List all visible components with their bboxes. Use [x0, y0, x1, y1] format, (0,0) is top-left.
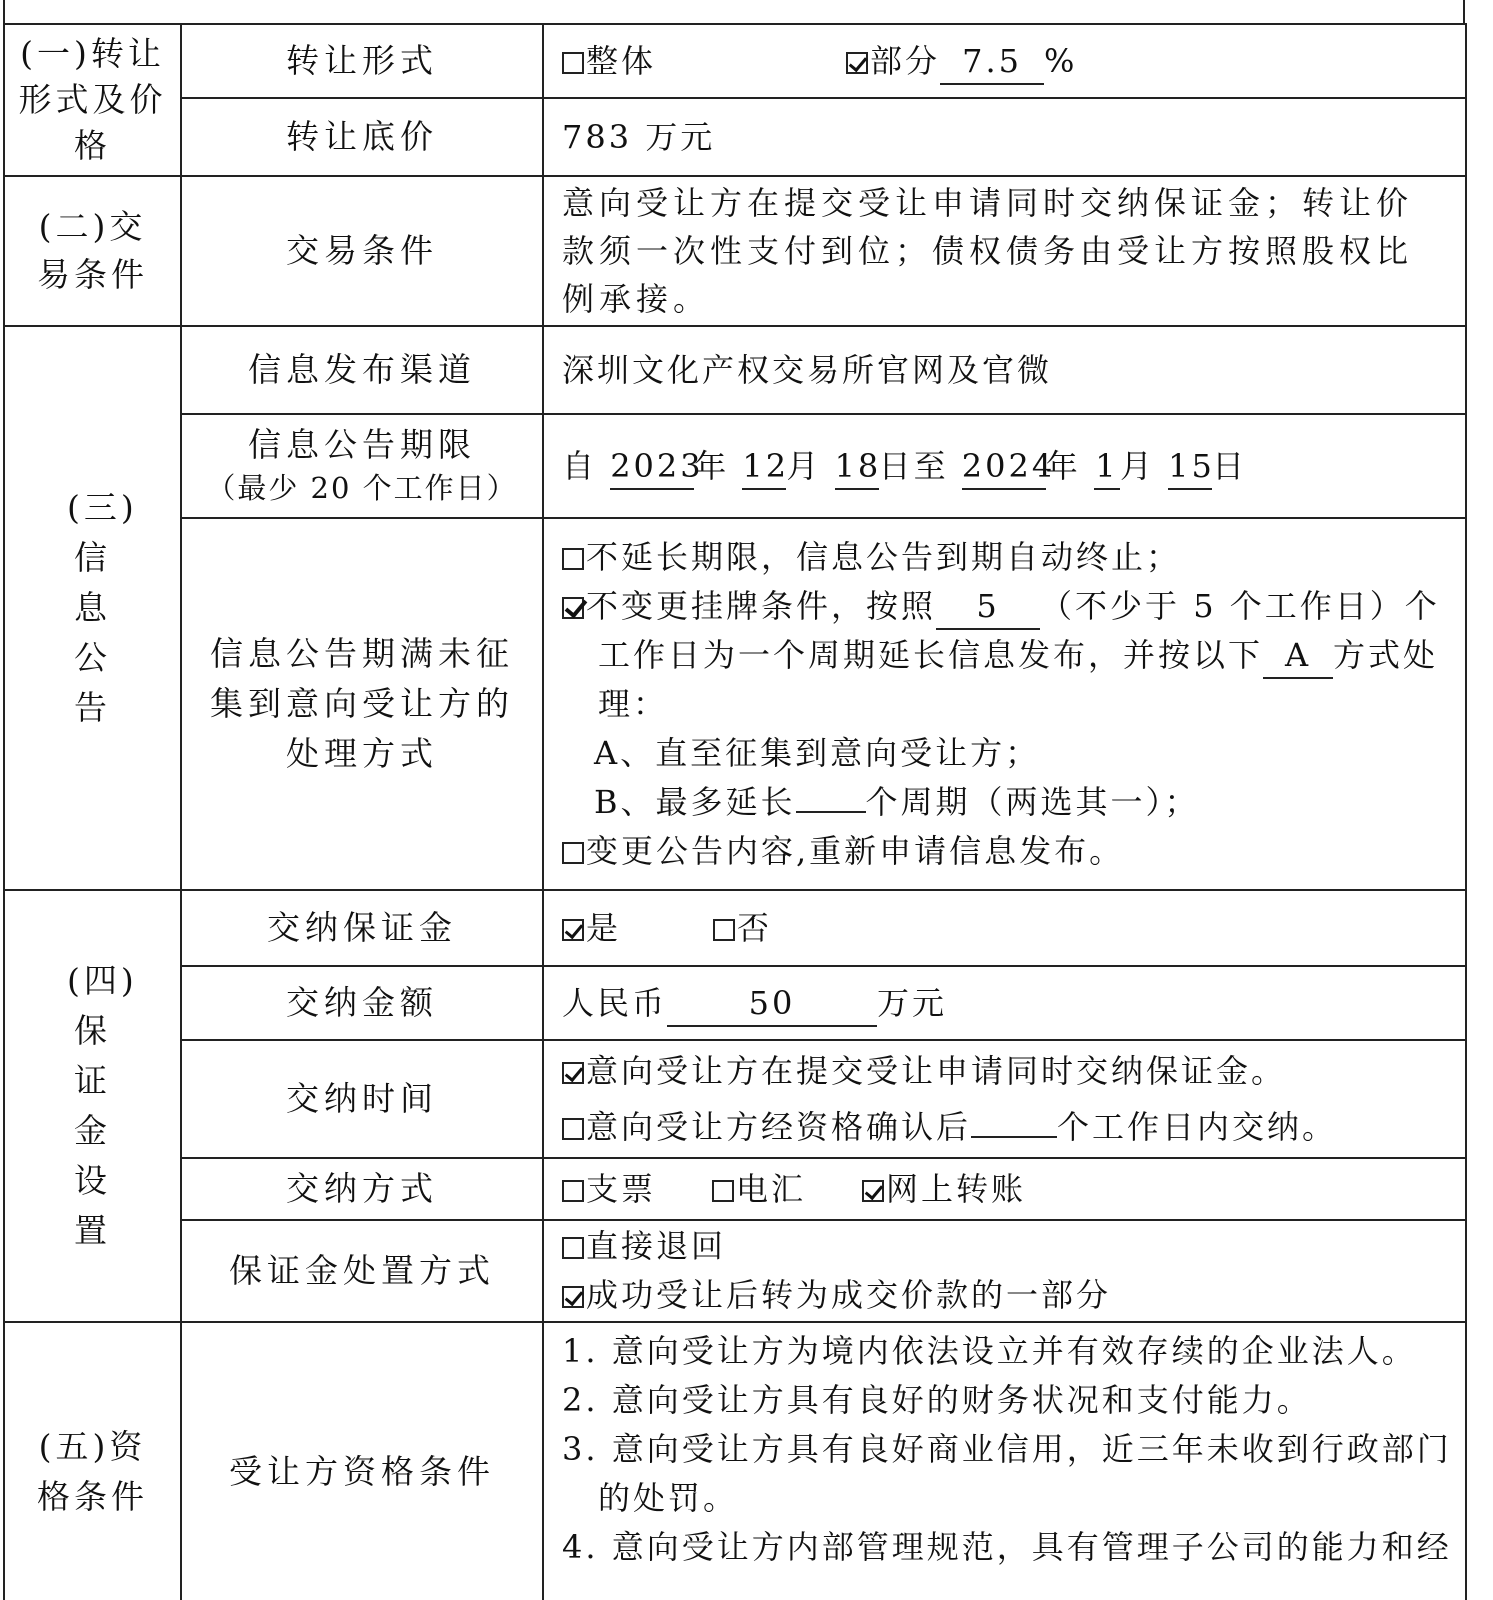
time-option-2 [562, 1099, 1449, 1155]
option-whole-label: 整体 [586, 41, 657, 80]
handling-option-1 [562, 533, 1449, 582]
checkbox-online-transfer[interactable] [862, 1180, 884, 1202]
option-text: 网上转账 [886, 1169, 1027, 1208]
row-value-time [543, 1040, 1466, 1158]
option-part-label: 部分 [870, 41, 941, 80]
handling-option-3 [562, 827, 1449, 876]
row-value-handling [543, 518, 1466, 890]
table-row [4, 98, 1466, 176]
section-title-text: (三)信息公告 [67, 488, 138, 727]
table-row [4, 326, 1466, 414]
option-text: 个工作日内交纳。 [1057, 1108, 1338, 1146]
row-value-disposal [543, 1220, 1466, 1322]
amount-value: 50 [667, 981, 877, 1027]
handling-option-2-cont [562, 631, 1449, 680]
checkbox-wire[interactable] [712, 1180, 734, 1202]
year-unit: 年 [694, 446, 730, 485]
row-value-deposit [543, 890, 1466, 966]
day-unit: 日 [1212, 446, 1248, 485]
start-year: 2023 [610, 444, 694, 490]
qualification-item: 1. 意向受让方为境内依法设立并有效存续的企业法人。 [562, 1332, 1417, 1370]
handling-option-2 [562, 582, 1449, 631]
option-text: B、最多延长 [594, 782, 796, 821]
checkbox-extend[interactable] [562, 597, 584, 619]
period-label: 信息公告期限 [248, 425, 476, 464]
option-text: 个周期（两选其一）； [865, 782, 1200, 821]
row-label-deposit: 交纳保证金 [181, 890, 543, 966]
table-row [4, 966, 1466, 1040]
option-text: 成功受让后转为成交价款的一部分 [586, 1276, 1112, 1314]
end-day: 15 [1168, 444, 1212, 490]
handling-option-2-end: 理： [598, 684, 669, 723]
start-month: 12 [742, 444, 786, 490]
end-year: 2024 [962, 444, 1046, 490]
row-label-trade-conditions: 交易条件 [181, 176, 543, 326]
choice-a: A、直至征集到意向受让方； [594, 733, 1041, 772]
section-title-text: (一)转让形式及价格 [18, 34, 167, 165]
row-value-transfer-form [543, 24, 1466, 98]
row-label-method: 交纳方式 [181, 1158, 543, 1220]
days-blank [971, 1136, 1057, 1138]
disposal-option-2 [562, 1271, 1449, 1320]
disposal-option-1 [562, 1222, 1449, 1271]
checkbox-time-on-apply[interactable] [562, 1062, 584, 1084]
row-label-qualification: 受让方资格条件 [181, 1322, 543, 1600]
row-value-channel: 深圳文化产权交易所官网及官微 [543, 326, 1466, 414]
row-value-qualification [543, 1322, 1466, 1600]
option-text: （不少于 5 个工作日）个 [1040, 586, 1440, 625]
row-value-period [543, 414, 1466, 518]
option-text: 电汇 [736, 1169, 807, 1208]
checkbox-deposit-yes[interactable] [562, 919, 584, 941]
choice-b [562, 778, 1449, 827]
section-title-text: (五)资格条件 [37, 1427, 148, 1516]
row-label-disposal: 保证金处置方式 [181, 1220, 543, 1322]
row-label-amount: 交纳金额 [181, 966, 543, 1040]
table-row [4, 1040, 1466, 1158]
year-unit: 年 [1045, 446, 1081, 485]
end-month: 1 [1094, 444, 1120, 490]
period-to-word: 日至 [878, 446, 949, 485]
option-yes-label: 是 [586, 908, 622, 947]
row-label-channel: 信息发布渠道 [181, 326, 543, 414]
percent-sign: % [1044, 41, 1078, 80]
qualification-item: 4. 意向受让方内部管理规范，具有管理子公司的能力和经 [562, 1528, 1452, 1566]
table-row [4, 890, 1466, 966]
table-row [4, 24, 1466, 98]
row-label-transfer-form: 转让形式 [181, 24, 543, 98]
option-text: 不变更挂牌条件，按照 [586, 586, 937, 625]
option-no-label: 否 [737, 908, 773, 947]
checkbox-apply-to-price[interactable] [562, 1286, 584, 1308]
time-option-1 [562, 1043, 1449, 1099]
period-sublabel: （最少 20 个工作日） [206, 471, 518, 505]
table-row [4, 1158, 1466, 1220]
option-text: 变更公告内容,重新申请信息发布。 [586, 831, 1125, 870]
option-text: 支票 [586, 1169, 657, 1208]
table-row [4, 176, 1466, 326]
row-value-base-price: 783 万元 [543, 98, 1466, 176]
checkbox-part[interactable] [846, 52, 868, 74]
checkbox-refund[interactable] [562, 1237, 584, 1259]
section-title-5 [4, 1322, 181, 1600]
row-label-handling [181, 518, 543, 890]
cycles-blank [796, 811, 866, 813]
row-value-method [543, 1158, 1466, 1220]
checkbox-no-extend[interactable] [562, 548, 584, 570]
section-title-1 [4, 24, 181, 176]
row-label-period [181, 414, 543, 518]
option-text: 意向受让方经资格确认后 [586, 1108, 972, 1146]
section-title-text: (四)保证金设置 [67, 961, 138, 1250]
row-label-base-price: 转让底价 [181, 98, 543, 176]
table-row [4, 1322, 1466, 1600]
checkbox-change-notice[interactable] [562, 842, 584, 864]
checkbox-cheque[interactable] [562, 1180, 584, 1202]
transfer-info-table [3, 23, 1467, 1600]
table-row [4, 518, 1466, 890]
qualification-item: 的处罚。 [598, 1479, 739, 1517]
part-percent-value: 7.5 [940, 39, 1044, 85]
handling-label: 信息公告期满未征集到意向受让方的处理方式 [210, 634, 514, 773]
option-text: 直接退回 [586, 1227, 727, 1265]
amount-prefix: 人民币 [562, 983, 668, 1022]
table-top-edge [3, 0, 1465, 23]
month-unit: 月 [786, 446, 822, 485]
table-row [4, 414, 1466, 518]
section-title-3 [4, 326, 181, 890]
option-text: 工作日为一个周期延长信息发布，并按以下 [598, 635, 1264, 674]
row-label-time: 交纳时间 [181, 1040, 543, 1158]
period-from-word: 自 [562, 446, 598, 485]
extend-days-value: 5 [936, 584, 1040, 630]
month-unit: 月 [1119, 446, 1155, 485]
qualification-item: 3. 意向受让方具有良好商业信用，近三年未收到行政部门 [562, 1430, 1452, 1468]
amount-suffix: 万元 [877, 983, 948, 1022]
checkbox-deposit-no[interactable] [713, 919, 735, 941]
checkbox-time-after-confirm[interactable] [562, 1118, 584, 1140]
option-text: 不延长期限，信息公告到期自动终止； [586, 537, 1182, 576]
qualification-item: 2. 意向受让方具有良好的财务状况和支付能力。 [562, 1381, 1312, 1419]
option-text: 意向受让方在提交受让申请同时交纳保证金。 [586, 1052, 1287, 1090]
mode-value: A [1263, 633, 1333, 679]
checkbox-whole[interactable] [562, 52, 584, 74]
start-day: 18 [835, 444, 879, 490]
section-title-2 [4, 176, 181, 326]
section-title-text: (二)交易条件 [37, 207, 148, 294]
section-title-4 [4, 890, 181, 1322]
option-text: 方式处 [1333, 635, 1439, 674]
row-value-amount [543, 966, 1466, 1040]
table-row [4, 1220, 1466, 1322]
row-value-trade-conditions: 意向受让方在提交受让申请同时交纳保证金；转让价款须一次性支付到位；债权债务由受让方按照股权比例承接。 [543, 176, 1466, 326]
